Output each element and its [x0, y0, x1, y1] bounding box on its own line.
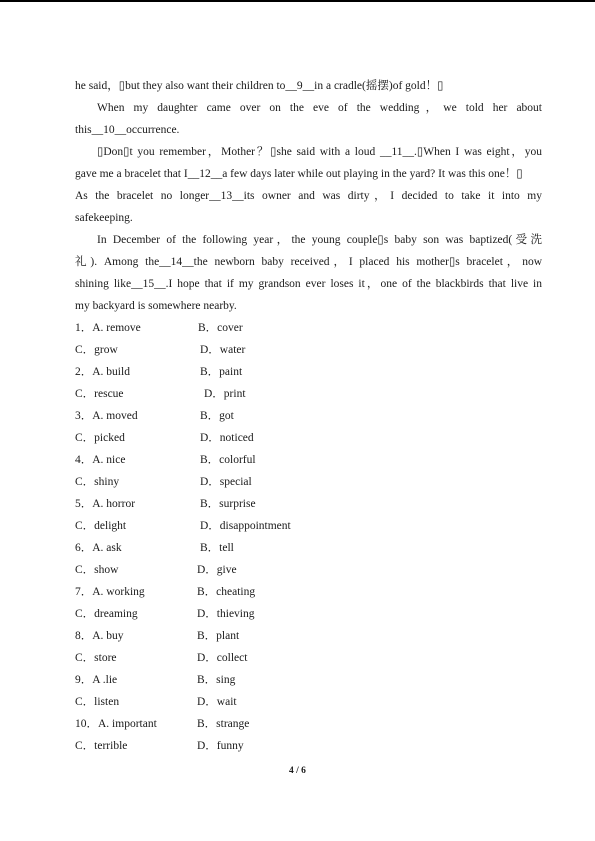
option-a: 4．A. nice [75, 454, 126, 466]
option-b: B．tell [200, 542, 234, 554]
option-b: D．thieving [197, 608, 255, 620]
option-a: C．store [75, 652, 117, 664]
option-a: C．dreaming [75, 608, 138, 620]
passage-line: he said，▯but they also want their children to__9__in a cradle(摇摆)of gold！▯ [75, 80, 444, 92]
option-b: B．strange [197, 718, 250, 730]
passage-line: gave me a bracelet that I__12__a few days later while out playing in the yard? It was this one！▯ [75, 168, 523, 180]
option-b: D．noticed [200, 432, 254, 444]
option-b: D．print [204, 388, 246, 400]
option-b: B．cover [198, 322, 243, 334]
option-a: 3．A. moved [75, 410, 138, 422]
passage-line: ▯Don▯t you remember，Mother？▯she said with a loud __11__.▯When I was eight，you [97, 146, 542, 158]
passage-line: safekeeping. [75, 212, 133, 224]
passage-line: this__10__occurrence. [75, 124, 180, 136]
passage-line: shining like__15__.I hope that if my grandson ever loses it，one of the blackbirds that live in [75, 278, 542, 290]
option-a: 6．A. ask [75, 542, 122, 554]
option-a: 9．A .lie [75, 674, 118, 686]
passage-line: my backyard is somewhere nearby. [75, 300, 237, 312]
top-rule [0, 0, 595, 2]
option-b: D．give [197, 564, 237, 576]
option-b: B．got [200, 410, 234, 422]
option-b: B．cheating [197, 586, 256, 598]
option-a: C．terrible [75, 740, 128, 752]
option-a: C．show [75, 564, 119, 576]
passage-line: In December of the following year，the young couple▯s baby son was baptized(受洗 [97, 234, 542, 246]
option-b: B．plant [197, 630, 240, 642]
option-b: B．sing [197, 674, 236, 686]
option-b: B．colorful [200, 454, 256, 466]
option-a: 5．A. horror [75, 498, 136, 510]
option-b: D．wait [197, 696, 237, 708]
option-a: C．listen [75, 696, 120, 708]
option-a: C．shiny [75, 476, 120, 488]
option-b: D．collect [197, 652, 248, 664]
option-a: 10．A. important [75, 718, 157, 730]
option-a: 2．A. build [75, 366, 130, 378]
option-a: C．picked [75, 432, 125, 444]
option-a: 7．A. working [75, 586, 145, 598]
option-b: B．paint [200, 366, 243, 378]
passage-line: As the bracelet no longer__13__its owner and was dirty，I decided to take it into my [75, 190, 542, 202]
option-b: D．disappointment [200, 520, 291, 532]
passage-line: 礼). Among the__14__the newborn baby received，I placed his mother▯s bracelet，now [75, 256, 542, 268]
option-a: 8．A. buy [75, 630, 124, 642]
option-a: C．rescue [75, 388, 124, 400]
option-a: 1．A. remove [75, 322, 141, 334]
option-b: D．funny [197, 740, 244, 752]
option-a: C．grow [75, 344, 118, 356]
option-b: D．water [200, 344, 246, 356]
option-b: D．special [200, 476, 252, 488]
option-b: B．surprise [200, 498, 256, 510]
option-a: C．delight [75, 520, 127, 532]
page-number: 4 / 6 [289, 766, 306, 776]
passage-block-1 [75, 75, 542, 317]
passage-line: When my daughter came over on the eve of the wedding，we told her about [97, 102, 542, 114]
